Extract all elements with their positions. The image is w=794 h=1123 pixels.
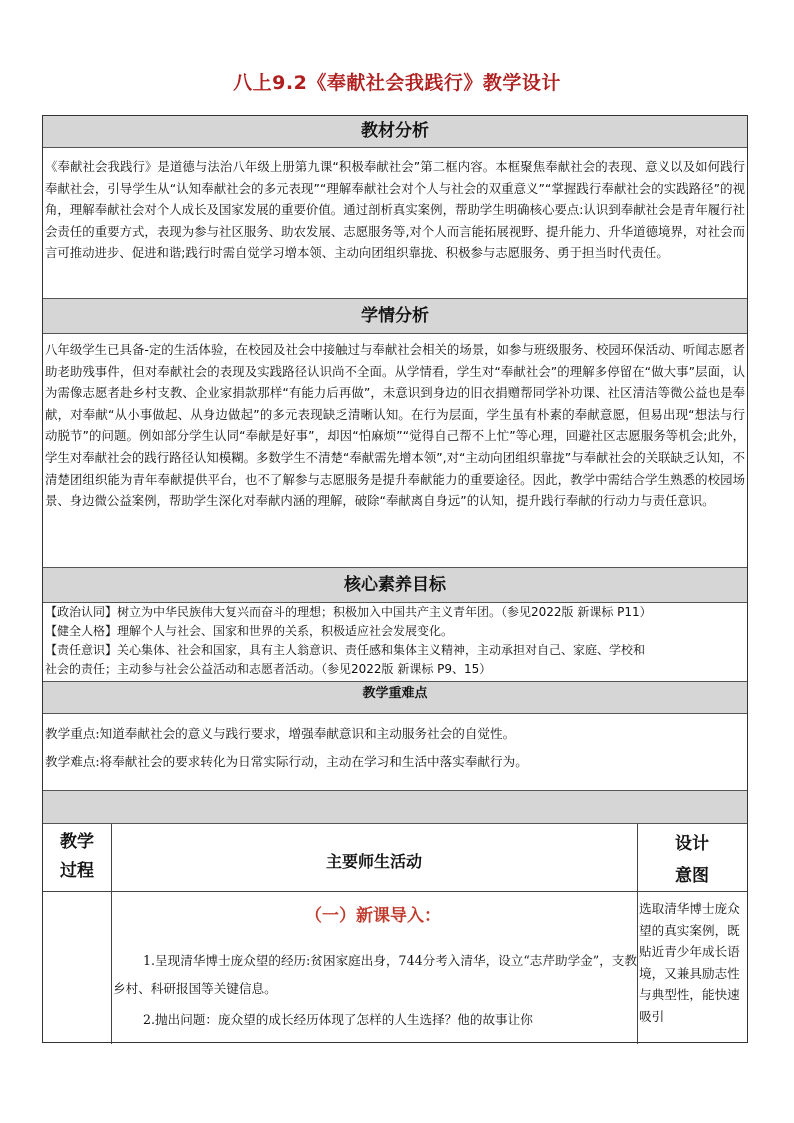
material-analysis-text: 《奉献社会我践行》是道德与法治八年级上册第九课“积极奉献社会”第二框内容。本框聚焦奉献社会的表现、意义以及如何践行奉献社会，引导学生从“认知奉献社会的多元表现”“理解奉献社会对个人与社会的双重意义”“掌握践行奉献社会的实践路径”的视角，理解奉献社会对个人成长及国家发展的重要价值。通过剖析真实案例，帮助学生明确核心要点:认识到奉献社会是青年履行社会责任的重要方式，表现为参与社区服务、助农发展、志愿服务等,对个人而言能拓展视野、提升能力、升华道德境界，对社会而言可推动进步、促进和谐;践行时需自觉学习增本领、主动向团组织靠拢、积极参与志愿服务、勇于担当时代责任。: [45, 159, 745, 261]
col-header-intent: [637, 828, 747, 892]
material-analysis-heading: 教材分析: [43, 116, 747, 148]
core-goals-heading: 核心素养目标: [43, 567, 747, 603]
section-new-lesson-intro: （一）新课导入：: [305, 906, 441, 926]
key-points-body: [45, 720, 745, 776]
blank-band: [43, 790, 747, 824]
col-header-intent-line2: 意图: [675, 866, 709, 886]
student-analysis-text: 八年级学生已具备-定的生活体验，在校园及社会中接触过与奉献社会相关的场景，如参与班级服务、校园环保活动、听闻志愿者助老助残事件，但对奉献社会的表现及实践路径认识尚不全面。从学情看，学生对“奉献社会”的理解多停留在“做大事”层面，认为需像志愿者赴乡村支教、企业家捐款那样“有能力后再做”，未意识到身边的旧衣捐赠帮同学补功课、社区清洁等微公益也是奉献，对奉献“从小事做起、从身边做起”的多元表现缺乏清晰认知。在行为层面，学生虽有朴素的奉献意愿，但易出现“想法与行动脱节”的问题。例如部分学生认同“奉献是好事”，却因“怕麻烦”“觉得自己帮不上忙”等心理，回避社区志愿服务等机会;此外，学生对奉献社会的践行路径认知模糊。多数学生不清楚“奉献需先增本领”,对“主动向团组织靠拢”与奉献社会的关联缺乏认知，不清楚团组织能为青年奉献提供平台，也不了解参与志愿服务是提升奉献能力的重要途径。因此，教学中需结合学生熟悉的校园场景、身边微公益案例，帮助学生深化对奉献内涵的理解，破除“奉献离自身远”的认知，提升践行奉献的行动力与责任意识。: [45, 342, 745, 509]
lesson-plan-table: [42, 115, 748, 1043]
student-analysis-heading: 学情分析: [43, 298, 747, 334]
key-points-heading: 教学重难点: [43, 681, 747, 714]
goal-responsibility-cont: 社会的责任；主动参与社会公益活动和志愿者活动。（参见2022版 新课标 P9、15）: [45, 662, 492, 676]
teaching-focus: 教学重点:知道奉献社会的意义与践行要求，增强奉献意识和主动服务社会的自觉性。: [45, 726, 516, 741]
teaching-difficulty: 教学难点:将奉献社会的要求转化为日常实际行动，主动在学习和生活中落实奉献行为。: [45, 754, 528, 769]
core-goals-list: [45, 603, 745, 679]
col-header-process-line2: 过程: [60, 861, 94, 881]
design-intent-text: 选取清华博士庞众望的真实案例，既贴近青少年成长语境，又兼具励志性与典型性，能快速吸引: [639, 901, 740, 1024]
goal-political: 【政治认同】树立为中华民族伟大复兴而奋斗的理想；积极加入中国共产主义青年团。（参见2022版 新课标 P11）: [45, 605, 652, 619]
activity-step-2: 2.抛出问题：庞众望的成长经历体现了怎样的人生选择？他的故事让你: [143, 1012, 533, 1027]
col-header-process-line1: 教学: [60, 832, 94, 852]
document-title: 八上9.2《奉献社会我践行》教学设计: [233, 72, 561, 94]
col-header-intent-line1: 设计: [675, 834, 709, 854]
activity-step-1: 1.呈现清华博士庞众望的经历:贫困家庭出身，744分考入清华，设立“志芹助学金”，支教乡村、科研报国等关键信息。: [113, 953, 637, 996]
col-header-activities: 主要师生活动: [325, 852, 422, 871]
col-header-process: [43, 828, 111, 886]
goal-personality: 【健全人格】理解个人与社会、国家和世界的关系，积极适应社会发展变化。: [45, 624, 454, 638]
goal-responsibility: 【责任意识】关心集体、社会和国家，具有主人翁意识、责任感和集体主义精神，主动承担对自己、家庭、学校和: [45, 643, 646, 657]
